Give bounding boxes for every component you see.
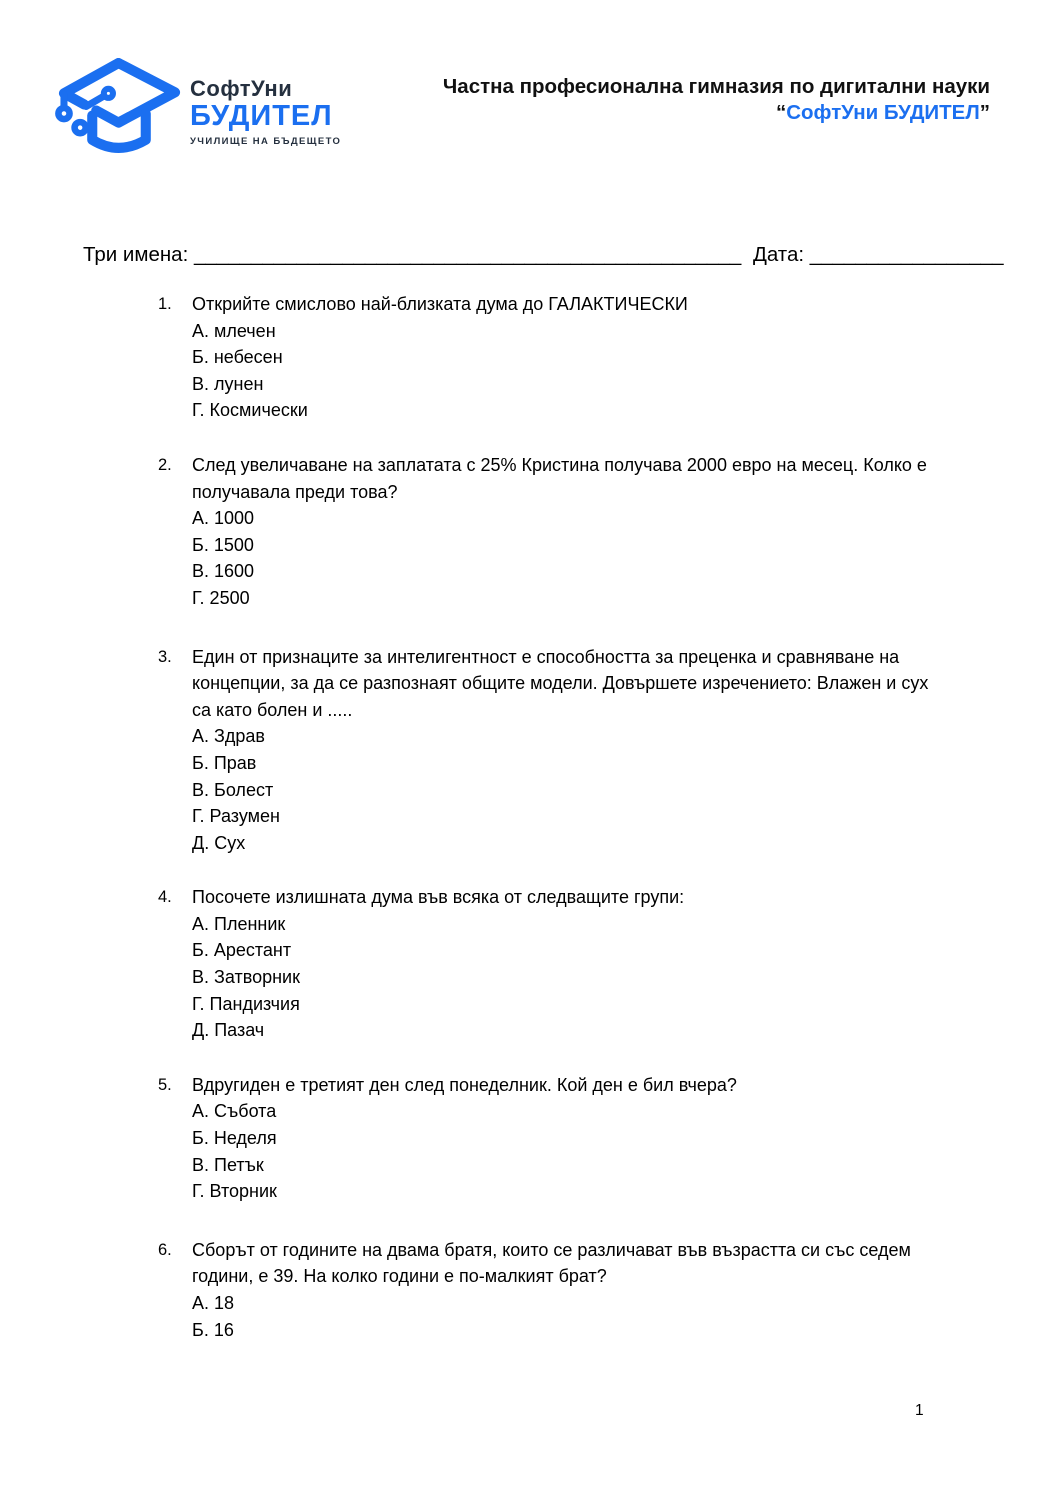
- question-row: [158, 291, 958, 424]
- names-blank-line: ________________________________________________: [194, 243, 742, 266]
- question-block: [158, 884, 958, 1044]
- date-blank-line: _________________: [809, 243, 1004, 266]
- questions-list: [158, 291, 958, 1371]
- answer-option: А. Пленник: [192, 913, 286, 934]
- question-text: Посочете излишната дума във всяка от следващите групи:: [192, 887, 685, 908]
- question-block: [158, 644, 958, 857]
- question-body: [192, 1237, 934, 1343]
- answer-option: А. 18: [192, 1293, 235, 1313]
- question-block: [158, 452, 958, 612]
- answer-options: [192, 1290, 934, 1343]
- question-number: 2.: [158, 455, 172, 474]
- question-text: Открийте смислово най-близката дума до ГАЛАКТИЧЕСКИ: [192, 294, 688, 314]
- question-body: [192, 1072, 737, 1205]
- question-text: Сборът от годините на двама братя, които се различават във възрастта си със седем години, е 39. На колко години е по-малкият брат?: [192, 1239, 911, 1287]
- question-block: [158, 291, 958, 424]
- answer-option: Б. 1500: [192, 534, 254, 555]
- question-row: [158, 1237, 958, 1343]
- graduation-cap-circuit-icon: [55, 57, 183, 163]
- answer-option: А. млечен: [192, 320, 276, 341]
- close-quote: ”: [979, 101, 990, 124]
- names-label: Три имена:: [83, 243, 189, 266]
- answer-option: Г. Разумен: [192, 806, 280, 827]
- question-number: 1.: [158, 295, 172, 313]
- answer-option: Б. Неделя: [192, 1128, 277, 1149]
- question-block: [158, 1072, 958, 1205]
- school-name: СофтУни БУДИТЕЛ: [786, 101, 980, 124]
- answer-option: А. Здрав: [192, 726, 265, 747]
- question-row: [158, 884, 958, 1044]
- question-text: Вдругиден е третият ден след понеделник. Кой ден е бил вчера?: [192, 1074, 737, 1095]
- question-block: [158, 1237, 958, 1343]
- answer-option: В. Болест: [192, 779, 274, 800]
- logo-brand-top: СофтУни: [190, 76, 293, 101]
- question-row: [158, 1072, 958, 1205]
- open-quote: “: [775, 101, 787, 124]
- answer-option: Г. Вторник: [192, 1181, 277, 1202]
- answer-options: [192, 505, 934, 611]
- question-body: [192, 452, 934, 612]
- answer-option: В. Петък: [192, 1154, 264, 1175]
- answer-options: [192, 1098, 737, 1204]
- question-number: 4.: [158, 888, 172, 907]
- answer-option: А. 1000: [192, 508, 255, 529]
- answer-option: Д. Пазач: [192, 1020, 265, 1041]
- question-text: След увеличаване на заплатата с 25% Кристина получава 2000 евро на месец. Колко е получавала преди това?: [192, 454, 927, 502]
- answer-option: Г. Космически: [192, 400, 308, 421]
- logo-text: [190, 57, 341, 147]
- name-date-line: [83, 243, 1004, 267]
- question-body: [192, 291, 688, 424]
- answer-option: Г. 2500: [192, 587, 250, 608]
- answer-option: А. Събота: [192, 1101, 277, 1122]
- answer-option: Б. 16: [192, 1319, 234, 1340]
- logo-brand-bottom: БУДИТЕЛ: [190, 100, 333, 132]
- answer-option: В. лунен: [192, 373, 264, 394]
- question-row: [158, 452, 958, 612]
- question-number: 6.: [158, 1240, 172, 1259]
- logo-tagline: УЧИЛИЩЕ НА БЪДЕЩЕТО: [190, 136, 342, 147]
- date-label: Дата:: [752, 243, 805, 266]
- question-text: Един от признаците за интелигентност е способността за преценка и сравняване на концепции, за да се разпознаят общите модели. Довършете изречението: Влажен и сух са като болен и .....: [192, 646, 929, 720]
- answer-option: Б. Арестант: [192, 940, 292, 961]
- question-number: 3.: [158, 647, 172, 666]
- answer-option: Б. Прав: [192, 752, 257, 773]
- question-body: [192, 884, 684, 1044]
- answer-option: Д. Сух: [192, 832, 246, 853]
- answer-option: В. Затворник: [192, 967, 300, 988]
- answer-options: [192, 318, 688, 424]
- school-title-line2: [443, 100, 990, 126]
- school-title: [443, 74, 990, 126]
- answer-option: В. 1600: [192, 561, 255, 582]
- answer-options: [192, 723, 934, 856]
- answer-option: Г. Пандизчия: [192, 993, 300, 1014]
- page-number: 1: [915, 1402, 924, 1419]
- answer-options: [192, 911, 684, 1044]
- question-row: [158, 644, 958, 857]
- softuni-buditel-logo: [55, 57, 341, 163]
- school-title-line1: Частна професионална гимназия по дигитални науки: [442, 75, 990, 98]
- question-number: 5.: [158, 1075, 172, 1094]
- answer-option: Б. небесен: [192, 347, 283, 368]
- question-body: [192, 644, 934, 857]
